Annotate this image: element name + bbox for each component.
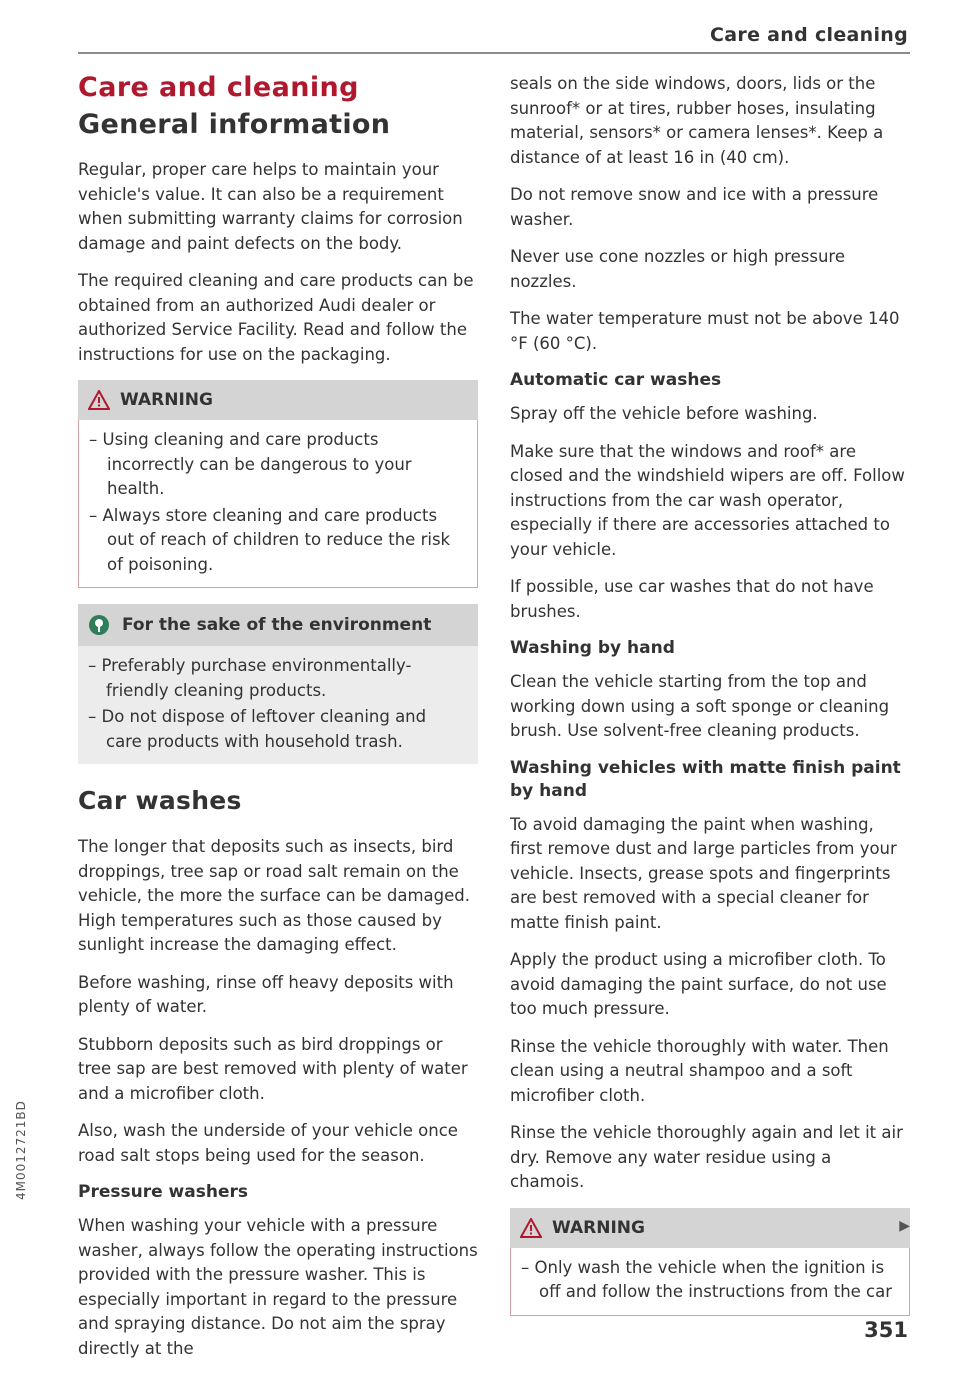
warning-triangle-icon [88,390,110,410]
warning-box [78,380,478,588]
environment-box [78,604,478,764]
section-title: General information [78,109,391,140]
subsection-title: Automatic car washes [510,370,722,390]
paragraph: The water temperature must not be above 140 °F (60 °C). [510,309,900,353]
list-item: – Always store cleaning and care products out of reach of children to reduce the risk of poisoning. [89,504,463,578]
paragraph: If possible, use car washes that do not have brushes. [510,577,874,621]
running-header: Care and cleaning [710,24,908,46]
list-item: – Using cleaning and care products incorrectly can be dangerous to your health. [89,428,463,502]
paragraph: seals on the side windows, doors, lids or the sunroof* or at tires, rubber hoses, insulating material, sensors* or camera lenses*. Keep a distance of at least 16 in (40 cm). [510,74,884,167]
environment-body [78,646,478,764]
warning-title: WARNING [552,1217,645,1238]
warning-triangle-icon [520,1218,542,1238]
left-column [78,72,478,1374]
chapter-title: Care and cleaning [78,72,359,103]
paragraph: The required cleaning and care products can be obtained from an authorized Audi dealer or authorized Service Facility. Read and follow the instructions for use on the packaging. [78,271,474,364]
document-code: 4M0012721BD [14,1100,28,1200]
paragraph: Make sure that the windows and roof* are closed and the windshield wipers are off. Follow instructions from the car wash operator, especially if there are accessories attached to your vehicle. [510,441,905,559]
subsection-title: Washing by hand [510,638,675,658]
list-item: – Do not dispose of leftover cleaning and care products with household trash. [88,705,464,754]
paragraph: Also, wash the underside of your vehicle once road salt stops being used for the season. [78,1121,458,1165]
paragraph: When washing your vehicle with a pressure washer, always follow the operating instructions provided with the pressure washer. This is especially important in regard to the pressure and spraying distance. Do not aim the spray directly at the [78,1216,478,1358]
paragraph: Never use cone nozzles or high pressure nozzles. [510,247,845,291]
environment-icon [88,614,110,636]
warning-header [78,380,478,420]
page-number: 351 [864,1318,908,1342]
right-column [510,72,910,1332]
warning-body [78,420,478,588]
paragraph: Stubborn deposits such as bird droppings or tree sap are best removed with plenty of water and a microfiber cloth. [78,1034,468,1103]
paragraph: Before washing, rinse off heavy deposits with plenty of water. [78,972,454,1016]
paragraph: Apply the product using a microfiber cloth. To avoid damaging the paint surface, do not use too much pressure. [510,950,887,1018]
environment-title: For the sake of the environment [122,615,432,635]
paragraph: Rinse the vehicle thoroughly with water. Then clean using a neutral shampoo and a soft microfiber cloth. [510,1036,889,1105]
paragraph: Rinse the vehicle thoroughly again and let it air dry. Remove any water residue using a chamois. [510,1123,903,1191]
paragraph: Do not remove snow and ice with a pressure washer. [510,185,879,229]
paragraph: Regular, proper care helps to maintain your vehicle's value. It can also be a requirement when submitting warranty claims for corrosion damage and paint defects on the body. [78,160,463,253]
continue-arrow-icon: ▶ [899,1218,910,1234]
header-divider [78,52,910,54]
list-item: – Only wash the vehicle when the ignition is off and follow the instructions from the car [521,1256,895,1305]
warning-title: WARNING [120,390,213,410]
subsection-title: Washing vehicles with matte finish paint by hand [510,757,901,801]
environment-header [78,604,478,646]
section-title: Car washes [78,786,242,815]
paragraph: Spray off the vehicle before washing. [510,404,818,423]
paragraph: The longer that deposits such as insects, bird droppings, tree sap or road salt remain on the vehicle, the more the surface can be damaged. High temperatures such as those caused by sunlight increase the damaging effect. [78,837,470,954]
warning-body [510,1248,910,1316]
paragraph: To avoid damaging the paint when washing, first remove dust and large particles from your vehicle. Insects, grease spots and fingerprints are best removed with a special cleaner for matte finish paint. [510,814,897,932]
list-item: – Preferably purchase environmentally-friendly cleaning products. [88,654,464,703]
paragraph: Clean the vehicle starting from the top and working down using a soft sponge or cleaning brush. Use solvent-free cleaning products. [510,672,890,740]
warning-box [510,1208,910,1316]
subsection-title: Pressure washers [78,1182,248,1202]
warning-header [510,1208,910,1248]
